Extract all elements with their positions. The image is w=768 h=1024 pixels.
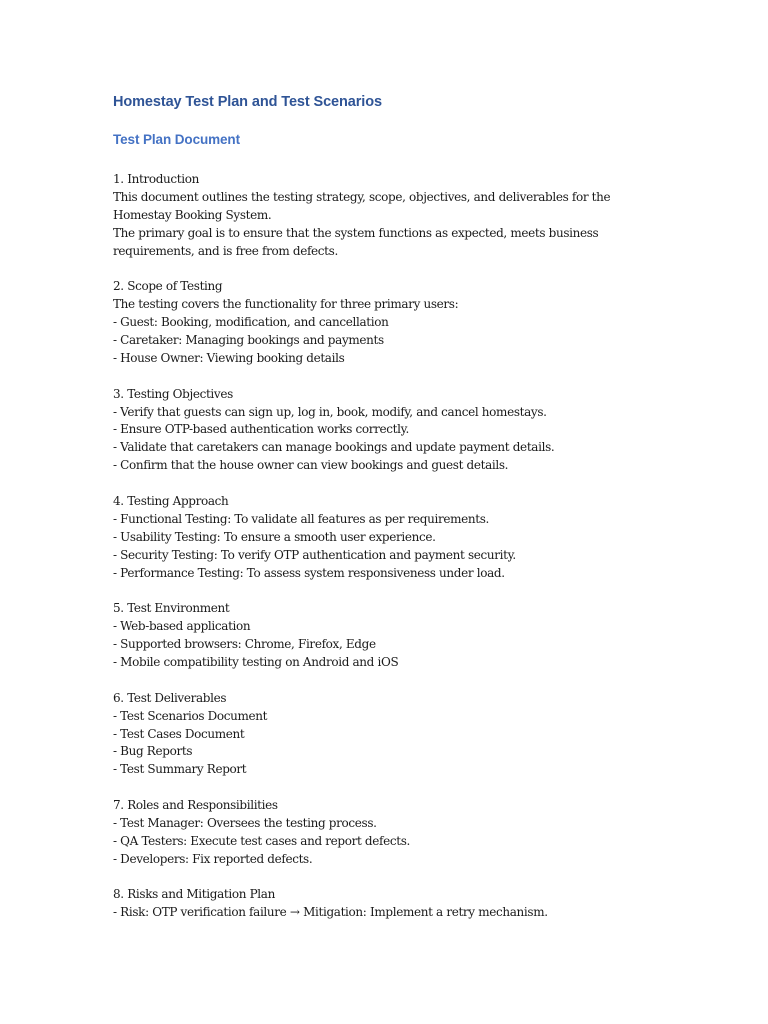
list-item: - Supported browsers: Chrome, Firefox, Edge (113, 637, 376, 652)
document-sections (113, 171, 733, 922)
list-item: - Guest: Booking, modification, and cancellation (113, 315, 389, 330)
section-introduction (113, 171, 733, 261)
list-item: - Confirm that the house owner can view bookings and guest details. (113, 458, 509, 473)
body-line: The primary goal is to ensure that the system functions as expected, meets business (113, 225, 599, 240)
section-risks-and-mitigation (113, 886, 733, 922)
list-item: - Performance Testing: To assess system responsiveness under load. (113, 565, 505, 580)
section-heading: 5. Test Environment (113, 601, 230, 616)
list-item: - Risk: OTP verification failure → Mitigation: Implement a retry mechanism. (113, 905, 548, 920)
section-heading: 6. Test Deliverables (113, 690, 227, 705)
body-line: Homestay Booking System. (113, 207, 272, 222)
section-heading: 2. Scope of Testing (113, 279, 223, 294)
list-item: - Ensure OTP-based authentication works correctly. (113, 422, 409, 437)
section-roles-and-responsibilities (113, 797, 733, 869)
list-item: - Functional Testing: To validate all features as per requirements. (113, 511, 489, 526)
list-item: - Test Summary Report (113, 762, 247, 777)
section-testing-objectives (113, 386, 733, 476)
list-item: - Test Scenarios Document (113, 708, 268, 723)
section-test-environment (113, 600, 733, 672)
body-line: This document outlines the testing strategy, scope, objectives, and deliverables for the (113, 189, 611, 204)
section-heading: 4. Testing Approach (113, 493, 229, 508)
list-item: - Mobile compatibility testing on Android and iOS (113, 655, 399, 670)
body-line: requirements, and is free from defects. (113, 243, 338, 258)
list-item: - House Owner: Viewing booking details (113, 350, 345, 365)
list-item: - Test Cases Document (113, 726, 245, 741)
list-item: - Validate that caretakers can manage bookings and update payment details. (113, 440, 555, 455)
list-item: - Test Manager: Oversees the testing process. (113, 815, 377, 830)
list-item: - Caretaker: Managing bookings and payments (113, 333, 384, 348)
document-subtitle: Test Plan Document (113, 132, 240, 147)
section-scope-of-testing (113, 278, 733, 368)
list-item: - QA Testers: Execute test cases and report defects. (113, 833, 410, 848)
document-title: Homestay Test Plan and Test Scenarios (113, 94, 382, 110)
section-heading: 8. Risks and Mitigation Plan (113, 887, 275, 902)
section-heading: 3. Testing Objectives (113, 386, 233, 401)
document-page (113, 92, 733, 940)
section-testing-approach (113, 493, 733, 583)
body-line: The testing covers the functionality for three primary users: (113, 297, 459, 312)
section-test-deliverables (113, 690, 733, 780)
list-item: - Usability Testing: To ensure a smooth user experience. (113, 529, 436, 544)
list-item: - Developers: Fix reported defects. (113, 851, 313, 866)
list-item: - Verify that guests can sign up, log in, book, modify, and cancel homestays. (113, 404, 547, 419)
section-heading: 1. Introduction (113, 172, 200, 186)
list-item: - Web-based application (113, 619, 251, 634)
list-item: - Security Testing: To verify OTP authentication and payment security. (113, 547, 516, 562)
list-item: - Bug Reports (113, 744, 193, 759)
section-heading: 7. Roles and Responsibilities (113, 798, 278, 813)
